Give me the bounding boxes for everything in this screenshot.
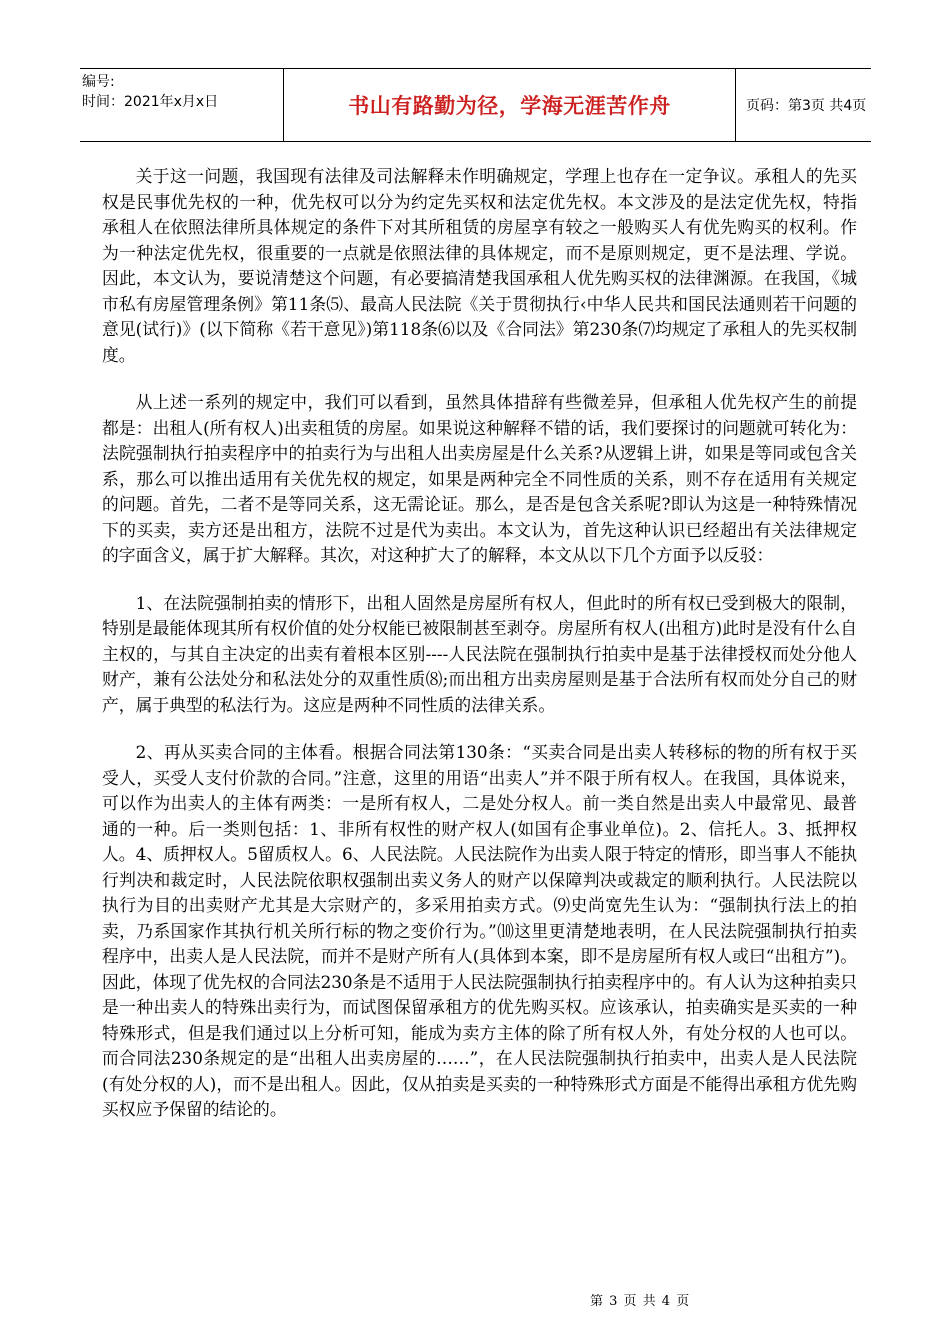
header-meta — [80, 69, 284, 141]
document-number-label: 编号: — [82, 74, 115, 90]
header-page-info: 页码：第3页 共4页 — [746, 98, 867, 114]
paragraph-4: 2、再从买卖合同的主体看。根据合同法第130条：“买卖合同是出卖人转移标的物的所有权于买受人，买受人支付价款的合同。”注意，这里的用语“出卖人”并不限于所有权人。在我国，具体说来，可以作为出卖人的主体有两类：一是所有权人，二是处分权人。前一类自然是出卖人中最常见、最普通的一种。后一类则包括：1、非所有权性的财产权人(如国有企事业单位)。2、信托人。3、抵押权人。4、质押权人。5留质权人。6、人民法院。人民法院作为出卖人限于特定的情形，即当事人不能执行判决和裁定时，人民法院依职权强制出卖义务人的财产以保障判决或裁定的顺利执行。人民法院以执行为目的出卖财产尤其是大宗财产的，多采用拍卖方式。⑼史尚宽先生认为：“强制执行法上的拍卖，乃系国家作其执行机关所行标的物之变价行为。”⑽这里更清楚地表明，在人民法院强制执行拍卖程序中，出卖人是人民法院，而并不是财产所有人(具体到本案，即不是房屋所有权人或曰“出租方”)。因此，体现了优先权的合同法230条是不适用于人民法院强制执行拍卖程序中的。有人认为这种拍卖只是一种出卖人的特殊出卖行为，而试图保留承租方的优先购买权。应该承认，拍卖确实是买卖的一种特殊形式，但是我们通过以上分析可知，能成为卖方主体的除了所有权人外，有处分权的人也可以。而合同法230条规定的是“出租人出卖房屋的……”，在人民法院强制执行拍卖中，出卖人是人民法院(有处分权的人)，而不是出租人。因此，仅从拍卖是买卖的一种特殊形式方面是不能得出承租方优先购买权应予保留的结论的。 — [102, 742, 857, 1119]
document-time: 时间：2021年x月x日 — [82, 94, 219, 110]
header-motto-cell — [284, 69, 736, 141]
paragraph-2: 从上述一系列的规定中，我们可以看到，虽然具体措辞有些微差异，但承租人优先权产生的前提都是：出租人(所有权人)出卖租赁的房屋。如果说这种解释不错的话，我们要探讨的问题就可转化为：法院强制执行拍卖程序中的拍卖行为与出租人出卖房屋是什么关系?从逻辑上讲，如果是等同或包含关系，那么可以推出适用有关优先权的规定，如果是两种完全不同性质的关系，则不存在适用有关规定的问题。首先，二者不是等同关系，这无需论证。那么，是否是包含关系呢?即认为这是一种特殊情况下的买卖，卖方还是出租方，法院不过是代为卖出。本文认为，首先这种认识已经超出有关法律规定的字面含义，属于扩大解释。其次，对这种扩大了的解释，本文从以下几个方面予以反驳： — [102, 392, 857, 565]
paragraph-3: 1、在法院强制拍卖的情形下，出租人固然是房屋所有权人，但此时的所有权已受到极大的限制，特别是最能体现其所有权价值的处分权能已被限制甚至剥夺。房屋所有权人(出租方)此时是没有什么自主权的，与其自主决定的出卖有着根本区别----人民法院在强制执行拍卖中是基于法律授权而处分他人财产，兼有公法处分和私法处分的双重性质⑻;而出租方出卖房屋则是基于合法所有权而处分自己的财产，属于典型的私法行为。这应是两种不同性质的法律关系。 — [102, 592, 857, 715]
header-motto: 书山有路勤为径，学海无涯苦作舟 — [348, 94, 671, 118]
page-header — [80, 68, 871, 142]
paragraph-1: 关于这一问题，我国现有法律及司法解释未作明确规定，学理上也存在一定争议。承租人的先买权是民事优先权的一种，优先权可以分为约定先买权和法定优先权。本文涉及的是法定优先权，特指承租人在依照法律所具体规定的条件下对其所租赁的房屋享有较之一般购买人有优先购买的权利。作为一种法定优先权，很重要的一点就是依照法律的具体规定，而不是原则规定，更不是法理、学说。因此，本文认为，要说清楚这个问题，有必要搞清楚我国承租人优先购买权的法律渊源。在我国，《城市私有房屋管理条例》第11条⑸、最高人民法院《关于贯彻执行‹中华人民共和国民法通则若干问题的意见(试行)》(以下简称《若干意见》)第118条⑹以及《合同法》第230条⑺均规定了承租人的先买权制度。 — [102, 166, 857, 365]
page-footer — [590, 1290, 690, 1309]
document-body — [102, 164, 857, 1145]
footer-page-number: 第 3 页 共 4 页 — [590, 1294, 691, 1309]
header-page-info-cell — [736, 69, 871, 141]
